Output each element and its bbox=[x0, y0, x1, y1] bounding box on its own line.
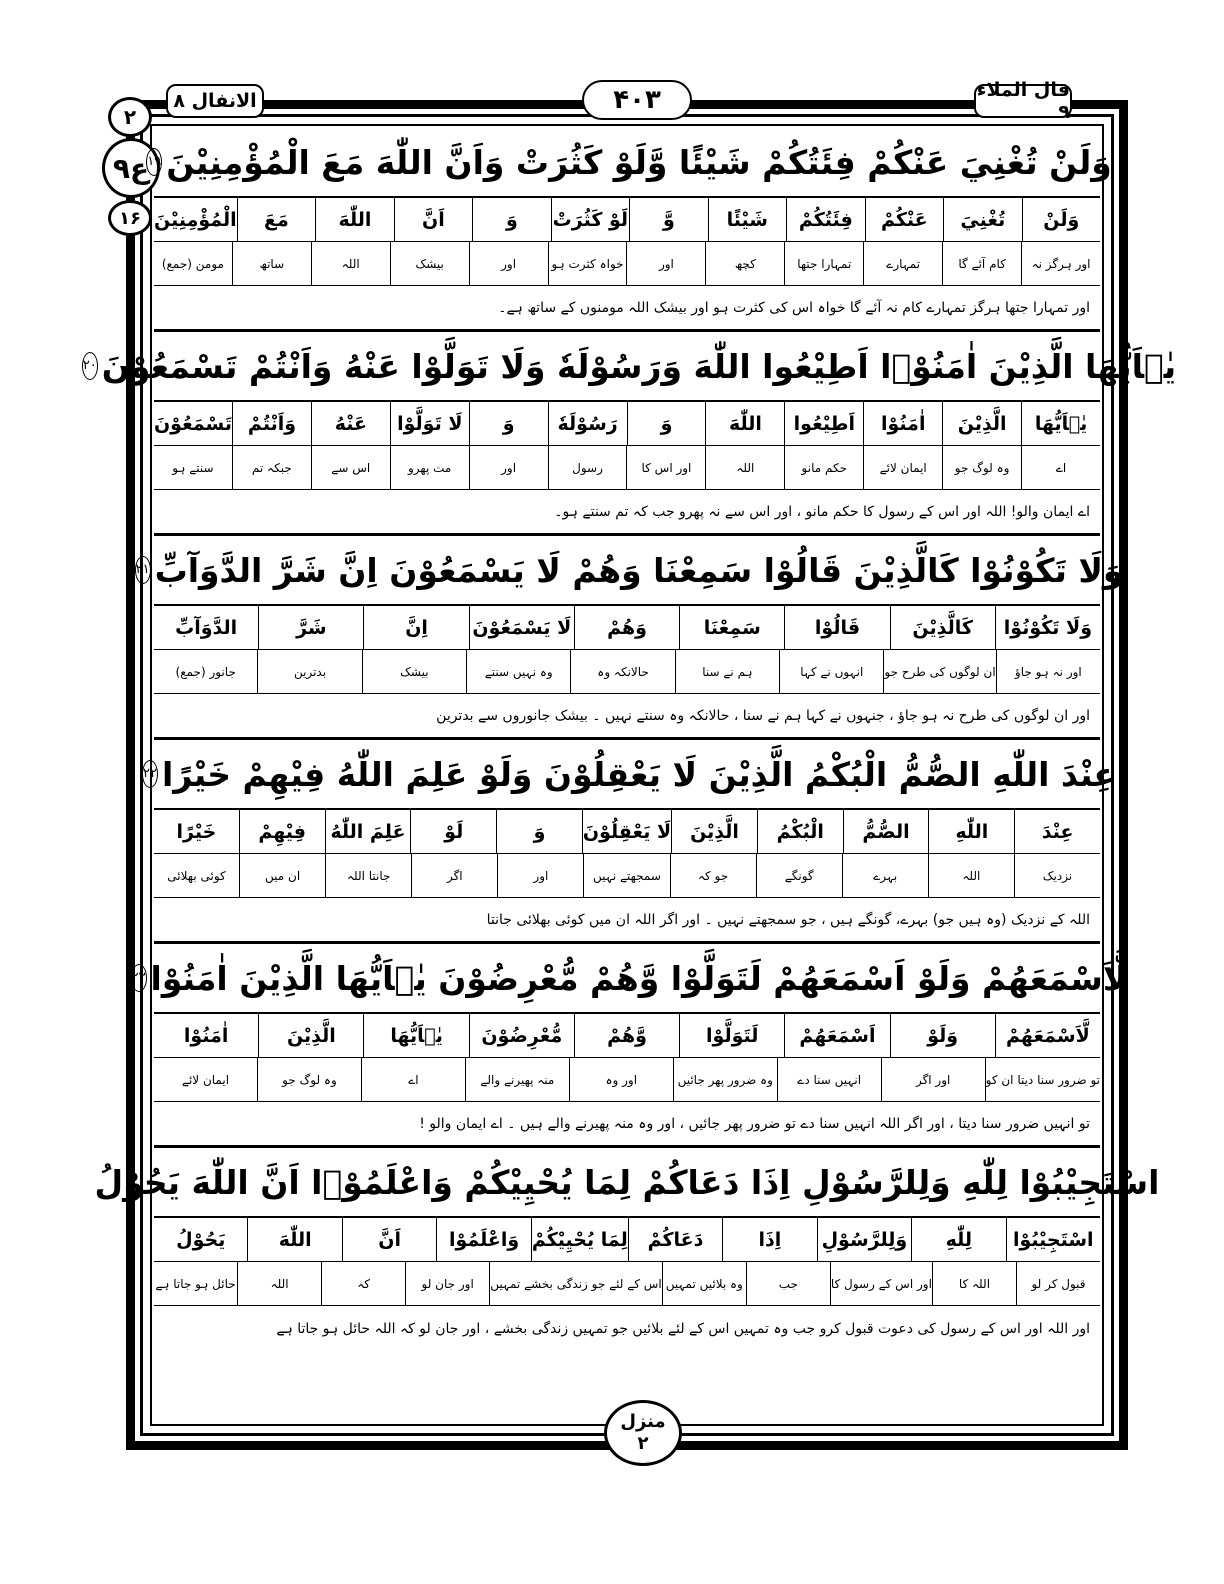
meaning-cell: اور bbox=[497, 854, 583, 897]
word-cell: وَّ bbox=[629, 198, 707, 241]
meaning-cell: اللہ bbox=[237, 1262, 321, 1305]
arabic-verse-line bbox=[135, 536, 1124, 606]
word-cell: اِذَا bbox=[722, 1218, 816, 1261]
meaning-cell: اور ہرگز نہ bbox=[1021, 242, 1100, 285]
word-cell: اللّٰهَ bbox=[705, 402, 784, 445]
meaning-cell: اے bbox=[1021, 446, 1100, 489]
meaning-cell: کچھ bbox=[705, 242, 784, 285]
meaning-row bbox=[154, 1262, 1100, 1306]
meaning-cell: وہ لوگ جو bbox=[942, 446, 1021, 489]
meaning-cell: اللہ bbox=[311, 242, 390, 285]
ayah-number: ۲۰ bbox=[82, 352, 98, 380]
meaning-cell: بدترین bbox=[257, 650, 361, 693]
meaning-cell: سنتے ہو bbox=[172, 460, 214, 475]
word-cell: اَنَّ bbox=[394, 198, 472, 241]
meaning-cell: ہم نے سنا bbox=[675, 650, 779, 693]
meaning-cell: کوئی بھلائی bbox=[167, 868, 226, 883]
meaning-cell: اس کے لئے جو زندگی بخشے تمہیں bbox=[489, 1262, 662, 1305]
word-cell: تُغْنِيَ bbox=[943, 198, 1021, 241]
arabic-verse-text: وَلَنْ تُغْنِيَ عَنْكُمْ فِئَتُكُمْ شَيْئًا وَّلَوْ كَثُرَتْ وَاَنَّ اللّٰهَ مَعَ الْمُؤْمِنِيْنَ bbox=[166, 142, 1112, 182]
word-cell: وَ bbox=[472, 198, 550, 241]
word-cell: اَطِيْعُوا bbox=[784, 402, 863, 445]
word-cell: كَالَّذِيْنَ bbox=[890, 606, 995, 649]
arabic-verse-text: يٰۤاَيُّهَا الَّذِيْنَ اٰمَنُوْۤا اَطِيْعُوا اللّٰهَ وَرَسُوْلَهٗ وَلَا تَوَلَّوْا عَنْهُ وَاَنْتُمْ تَسْمَعُوْنَ bbox=[101, 346, 1177, 386]
meaning-cell: اور bbox=[469, 446, 548, 489]
translation-line: اور ان لوگوں کی طرح نہ ہو جاؤ ، جنہوں نے کہا ہم نے سنا ، حالانکہ وہ سنتے نہیں ۔ بیشک جانوروں سے بدترین bbox=[154, 694, 1100, 740]
meaning-cell: اس سے bbox=[311, 446, 390, 489]
meaning-cell: اللہ bbox=[928, 854, 1014, 897]
meaning-cell: اور اگر bbox=[881, 1058, 985, 1101]
word-cell: وَلَنْ bbox=[1022, 198, 1100, 241]
arabic-verse-line bbox=[94, 1148, 1160, 1218]
verse-block bbox=[143, 740, 1116, 944]
manzil-label: منزل bbox=[620, 1411, 666, 1432]
arabic-verse-text: وَلَا تَكُوْنُوْا كَالَّذِيْنَ قَالُوْا سَمِعْنَا وَهُمْ لَا يَسْمَعُوْنَ اِنَّ شَرَّ الدَّوَآبِّ bbox=[154, 550, 1124, 590]
meaning-cell: کہ bbox=[321, 1262, 405, 1305]
word-cell: لَوْ bbox=[410, 810, 496, 853]
meaning-cell: ایمان لائے bbox=[863, 446, 942, 489]
meaning-cell: اے bbox=[361, 1058, 465, 1101]
word-cell: فِيْهِمْ bbox=[239, 810, 325, 853]
word-cell: يٰۤاَيُّهَا bbox=[1021, 402, 1100, 445]
meaning-cell: بہرے bbox=[842, 854, 928, 897]
word-cell: عَلِمَ اللّٰهُ bbox=[325, 810, 411, 853]
word-cell: الصُّمُّ bbox=[843, 810, 929, 853]
meaning-cell: کام آئے گا bbox=[942, 242, 1021, 285]
meaning-row bbox=[154, 854, 1100, 898]
word-cell: وَاعْلَمُوْا bbox=[436, 1218, 530, 1261]
word-cell: سَمِعْنَا bbox=[679, 606, 784, 649]
meaning-cell: وہ لوگ جو bbox=[257, 1058, 361, 1101]
word-cell: اِنَّ bbox=[363, 606, 468, 649]
translation-line: تو انہیں ضرور سنا دیتا ، اور اگر اللہ انہیں سنا دے تو ضرور پھر جائیں ، اور وہ منہ پھیرنے والے ہیں ۔ اے ایمان والو ! bbox=[154, 1102, 1100, 1148]
meaning-cell: جانتا اللہ bbox=[325, 854, 411, 897]
meaning-row bbox=[154, 1058, 1100, 1102]
meaning-cell: تمہارے bbox=[863, 242, 942, 285]
word-cell: عَنْهُ bbox=[311, 402, 390, 445]
side-badge-top: ۲ bbox=[108, 97, 152, 137]
meaning-cell: مت پھرو bbox=[390, 446, 469, 489]
meaning-cell: حائل ہو جاتا ہے bbox=[155, 1276, 236, 1291]
meaning-cell: حکم مانو bbox=[784, 446, 863, 489]
word-cell: مَعَ bbox=[237, 198, 315, 241]
meaning-cell: گونگے bbox=[756, 854, 842, 897]
arabic-verse-text: عِنْدَ اللّٰهِ الصُّمُّ الْبُكْمُ الَّذِيْنَ لَا يَعْقِلُوْنَ وَلَوْ عَلِمَ اللّٰهُ فِيْهِمْ خَيْرًا bbox=[161, 754, 1116, 794]
meaning-cell: انہوں نے کہا bbox=[779, 650, 883, 693]
word-cell: وَلَوْ bbox=[890, 1014, 995, 1057]
word-cell: لَتَوَلَّوْا bbox=[679, 1014, 784, 1057]
meaning-cell: جب bbox=[746, 1262, 830, 1305]
translation-line: اے ایمان والو! اللہ اور اس کے رسول کا حکم مانو ، اور اس سے نہ پھرو جب کہ تم سنتے ہو۔ bbox=[154, 490, 1100, 536]
word-cell: اسْتَجِيْبُوْا bbox=[1006, 1218, 1100, 1261]
verse-block bbox=[94, 1148, 1160, 1352]
meaning-cell: مومن (جمع) bbox=[161, 256, 224, 271]
verse-block bbox=[131, 944, 1128, 1148]
meaning-cell: اور نہ ہو جاؤ bbox=[996, 650, 1100, 693]
arabic-verse-line bbox=[131, 944, 1128, 1014]
word-cell: الَّذِيْنَ bbox=[258, 1014, 363, 1057]
word-row bbox=[154, 810, 1100, 854]
page-number: ۴۰۳ bbox=[582, 80, 692, 120]
ayah-number: ۲۳ bbox=[131, 964, 147, 992]
word-cell: اللّٰهَ bbox=[247, 1218, 341, 1261]
arabic-verse-line bbox=[147, 128, 1112, 198]
word-row bbox=[154, 198, 1100, 242]
verse-block bbox=[82, 332, 1177, 536]
meaning-cell: ان میں bbox=[239, 854, 325, 897]
manzil-badge bbox=[604, 1400, 682, 1466]
meaning-cell: ایمان لائے bbox=[181, 1072, 230, 1087]
word-cell: رَسُوْلَهٗ bbox=[548, 402, 627, 445]
word-cell: الدَّوَآبِّ bbox=[175, 616, 238, 639]
meaning-row bbox=[154, 446, 1100, 490]
ayah-number: ۱۹ bbox=[146, 148, 162, 176]
meaning-row bbox=[154, 242, 1100, 286]
meaning-cell: نزدیک bbox=[1014, 854, 1100, 897]
translation-line: اور تمہارا جتھا ہرگز تمہارے کام نہ آئے گا خواہ اس کی کثرت ہو اور بیشک اللہ مومنوں کے ساتھ ہے۔ bbox=[154, 286, 1100, 332]
meaning-cell: جو کہ bbox=[670, 854, 756, 897]
word-row bbox=[154, 1014, 1100, 1058]
word-cell: يَحُوْلُ bbox=[176, 1228, 226, 1251]
word-cell: خَيْرًا bbox=[176, 820, 217, 843]
word-cell: عَنْكُمْ bbox=[865, 198, 943, 241]
meaning-cell: اور جان لو bbox=[405, 1262, 489, 1305]
word-cell: عِنْدَ bbox=[1014, 810, 1100, 853]
word-cell: لَا يَسْمَعُوْنَ bbox=[469, 606, 574, 649]
meaning-cell: ساتھ bbox=[232, 242, 311, 285]
word-cell: لَّاَسْمَعَهُمْ bbox=[995, 1014, 1100, 1057]
word-cell: اٰمَنُوْا bbox=[863, 402, 942, 445]
word-cell: اٰمَنُوْا bbox=[183, 1024, 229, 1047]
verse-block bbox=[147, 128, 1112, 332]
word-row bbox=[154, 1218, 1100, 1262]
meaning-cell: بیشک bbox=[362, 650, 466, 693]
word-cell: الْمُؤْمِنِيْنَ bbox=[154, 208, 237, 231]
word-row bbox=[154, 606, 1100, 650]
meaning-cell: رسول bbox=[548, 446, 627, 489]
meaning-row bbox=[154, 650, 1100, 694]
word-cell: لِلّٰهِ bbox=[911, 1218, 1005, 1261]
meaning-cell: تو ضرور سنا دیتا ان کو bbox=[985, 1058, 1100, 1101]
translation-line: اور اللہ اور اس کے رسول کی دعوت قبول کرو جب وہ تمہیں اس کے لئے بلائیں جو تمہیں زندگی بخشے ، اور جان لو کہ اللہ حائل ہو جاتا ہے bbox=[276, 1321, 1090, 1337]
meaning-cell: منہ پھیرنے والے bbox=[465, 1058, 569, 1101]
word-cell: وَهُمْ bbox=[574, 606, 679, 649]
meaning-cell: جانور (جمع) bbox=[175, 664, 236, 679]
word-cell: لِمَا يُحْيِيْكُمْ bbox=[531, 1218, 628, 1261]
word-cell: اَنَّ bbox=[342, 1218, 436, 1261]
meaning-cell: اور bbox=[469, 242, 548, 285]
word-cell: اَسْمَعَهُمْ bbox=[784, 1014, 889, 1057]
word-cell: وَ bbox=[627, 402, 706, 445]
word-cell: الَّذِيْنَ bbox=[671, 810, 757, 853]
word-cell: اللّٰهِ bbox=[928, 810, 1014, 853]
ayah-number: ۲۲ bbox=[142, 760, 158, 788]
arabic-verse-line bbox=[82, 332, 1177, 402]
word-cell: وَ bbox=[496, 810, 582, 853]
word-cell: وَاَنْتُمْ bbox=[232, 402, 311, 445]
arabic-verse-text: لَّاَسْمَعَهُمْ وَلَوْ اَسْمَعَهُمْ لَتَوَلَّوْا وَّهُمْ مُّعْرِضُوْنَ يٰۤاَيُّهَا الَّذِيْنَ اٰمَنُوْا bbox=[150, 958, 1128, 998]
word-cell: الَّذِيْنَ bbox=[942, 402, 1021, 445]
word-cell: فِئَتُكُمْ bbox=[786, 198, 864, 241]
side-badge-bottom: ۱۶ bbox=[108, 200, 152, 236]
word-cell: يٰۤاَيُّهَا bbox=[363, 1014, 468, 1057]
word-cell: اللّٰهَ bbox=[315, 198, 393, 241]
meaning-cell: اللہ کا bbox=[932, 1262, 1016, 1305]
meaning-cell: اور اس کا bbox=[626, 446, 705, 489]
meaning-cell: جبکہ تم bbox=[232, 446, 311, 489]
verse-block bbox=[135, 536, 1124, 740]
meaning-cell: اور وہ bbox=[569, 1058, 673, 1101]
meaning-cell: بیشک bbox=[390, 242, 469, 285]
word-cell: الْبُكْمُ bbox=[757, 810, 843, 853]
arabic-verse-line bbox=[143, 740, 1116, 810]
word-cell: لَا يَعْقِلُوْنَ bbox=[582, 810, 671, 853]
word-cell: تَسْمَعُوْنَ bbox=[153, 412, 233, 435]
meaning-cell: اور اس کے رسول کا bbox=[830, 1262, 932, 1305]
meaning-cell: اللہ bbox=[705, 446, 784, 489]
meaning-cell: خواہ کثرت ہو bbox=[548, 242, 627, 285]
surah-label: الانفال ۸ bbox=[166, 84, 264, 118]
word-cell: لَوْ كَثُرَتْ bbox=[551, 198, 629, 241]
meaning-cell: حالانکہ وہ bbox=[570, 650, 674, 693]
word-cell: وَ bbox=[469, 402, 548, 445]
word-cell: شَيْئًا bbox=[708, 198, 786, 241]
word-cell: قَالُوْا bbox=[784, 606, 889, 649]
word-cell: لَا تَوَلَّوْا bbox=[390, 402, 469, 445]
meaning-cell: وہ بلائیں تمہیں bbox=[662, 1262, 746, 1305]
meaning-cell: اور bbox=[626, 242, 705, 285]
meaning-cell: انہیں سنا دے bbox=[777, 1058, 881, 1101]
meaning-cell: قبول کر لو bbox=[1016, 1262, 1100, 1305]
word-cell: وَلِلرَّسُوْلِ bbox=[817, 1218, 911, 1261]
manzil-number: ۲ bbox=[637, 1433, 649, 1454]
word-cell: وَّهُمْ bbox=[574, 1014, 679, 1057]
meaning-cell: سمجھتے نہیں bbox=[583, 854, 669, 897]
translation-line: اللہ کے نزدیک (وہ ہیں جو) بہرے، گونگے ہیں ، جو سمجھتے نہیں ۔ اور اگر اللہ ان میں کوئی بھلائی جانتا bbox=[154, 898, 1100, 944]
meaning-cell: وہ نہیں سنتے bbox=[466, 650, 570, 693]
word-cell: دَعَاكُمْ bbox=[628, 1218, 722, 1261]
word-row bbox=[154, 402, 1100, 446]
meaning-cell: اگر bbox=[411, 854, 497, 897]
ruku-badge: ع۹ bbox=[102, 138, 160, 198]
meaning-cell: تمہارا جتھا bbox=[784, 242, 863, 285]
juz-label: قال الملاء ۹ bbox=[974, 84, 1072, 118]
word-cell: مُّعْرِضُوْنَ bbox=[469, 1014, 574, 1057]
word-cell: وَلَا تَكُوْنُوْا bbox=[995, 606, 1100, 649]
arabic-verse-text: اسْتَجِيْبُوْا لِلّٰهِ وَلِلرَّسُوْلِ اِذَا دَعَاكُمْ لِمَا يُحْيِيْكُمْ وَاعْلَمُوْۤا اَنَّ اللّٰهَ يَحُوْلُ bbox=[94, 1162, 1160, 1202]
word-cell: شَرَّ bbox=[258, 606, 363, 649]
meaning-cell: وہ ضرور پھر جائیں bbox=[673, 1058, 777, 1101]
meaning-cell: ان لوگوں کی طرح جو bbox=[883, 650, 995, 693]
ayah-number: ۲۱ bbox=[135, 556, 151, 584]
